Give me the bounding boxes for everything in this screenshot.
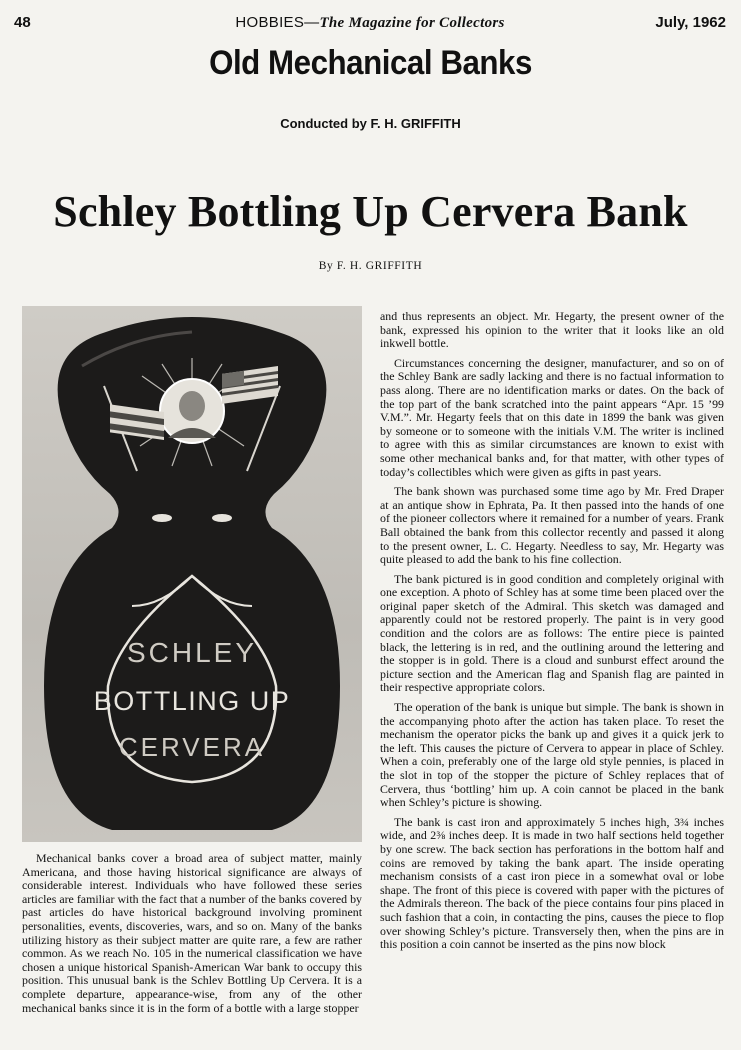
paragraph: The bank shown was purchased some time ago by Mr. Fred Draper at an antique show in Ephrata, Pa. It then passed into the hands of one of the pioneer collectors where it remained for a number of years. Frank Ball obtained the bank from this collector recently and passed it along to the present owner, L. C. Hegarty. Needless to say, Mr. Hegarty was quite pleased to add the bank to his fine collection. [380, 484, 724, 567]
conducted-by: Conducted by F. H. GRIFFITH [280, 116, 461, 131]
paragraph: Mechanical banks cover a broad area of subject matter, mainly Americana, and those having historical significance are always of considerable interest. Individuals who have followed these series articles are familiar with the fact that a number of the banks covered by past articles do have historical background involving prominent personalities, events, discoveries, wars, and so on. Many of the banks utilizing history as their subject matter are quite rare, a few are rather common. As we reach No. 105 in the numerical classification we have chosen a unique historical Spanish-American War bank to occupy this position. This unusual bank is the Schlev Bottling Up Cervera. It is a complete departure, appearance-wise, from any of the other mechanical banks since it is in the form of a bottle with a large stopper [22, 851, 362, 1015]
bank-lettering-bottom: CERVERA [118, 732, 266, 762]
paragraph: The bank pictured is in good condition and completely original with one exception. A photo of Schley has at some time been placed over the original paper sketch of the Admiral. This sketch was damaged and apparently could not be restored properly. The paint is in very good condition and the colors are as follows: The entire piece is painted black, the lettering is in red, and the outlining around the lettering and the stopper is in gold. There is a cloud and sunburst effect around the picture section and the American flag and Spanish flag are painted in their respective appropriate colors. [380, 571, 724, 695]
running-header [14, 14, 726, 36]
paragraph: The bank is cast iron and approximately 5 inches high, 3¾ inches wide, and 2⅜ inches deep. It is made in two half sections held together by one screw. The back section has perforations in the bottom half and coins are removed by taking the bank apart. The inside operating mechanism consists of a cast iron piece in a somewhat oval or lobe shape. The front of this piece is covered with paper with the pictures of the Admirals thereon. The back of the piece contains four pins placed in such fashion that a coin, in contacting the pins, causes the piece to flop over showing Schley’s picture. Transversely then, when the pins are in this position a coin cannot be inserted as the pins now block [380, 814, 724, 952]
magazine-title: HOBBIES— [235, 14, 320, 31]
article-column-left [22, 852, 362, 1021]
page-number: 48 [14, 14, 31, 31]
magazine-name [14, 14, 726, 32]
issue-date: July, 1962 [655, 14, 726, 31]
paragraph: and thus represents an object. Mr. Hegarty, the present owner of the bank, expressed his opinion to the writer that it looks like an old inkwell bottle. [380, 309, 724, 351]
bank-illustration [22, 306, 362, 842]
magazine-subtitle: The Magazine for Collectors [319, 15, 505, 31]
paragraph: Circumstances concerning the designer, manufacturer, and so on of the Schley Bank are sadly lacking and there is no factual information to pass along. There are no identification marks or dates. On the back of the top part of the bank scratched into the paint appears “Apr. 15 ’99 V.M.”. Mr. Hegarty feels that on this date in 1899 the bank was given by someone or to someone with the initials V.M. The writer is inclined to agree with this as similar circumstances are known to exist with some other mechanical banks and, for that matter, with other types of today’s collectibles which were given as gifts in past years. [380, 355, 724, 479]
article-title: Schley Bottling Up Cervera Bank [53, 187, 688, 236]
article-byline: By F. H. GRIFFITH [318, 260, 423, 272]
bank-lettering-top: SCHLEY [126, 637, 258, 668]
bank-photo [22, 306, 362, 842]
department-title: Old Mechanical Banks [209, 44, 532, 82]
paragraph: The operation of the bank is unique but simple. The bank is shown in the accompanying photo after the action has taken place. To reset the mechanism the operator picks the bank up and gives it a quick jerk to the left. This causes the picture of Cervera to appear in place of Schley. When a coin, preferably one of the large old style pennies, is placed in the slot in top of the stopper the picture of Schley replaces that of Cervera, thus ‘bottling’ him up. A coin cannot be placed in the bank when Schley’s picture is showing. [380, 700, 724, 810]
bank-lettering-middle: BOTTLING UP [93, 686, 291, 716]
article-column-right [380, 310, 724, 958]
